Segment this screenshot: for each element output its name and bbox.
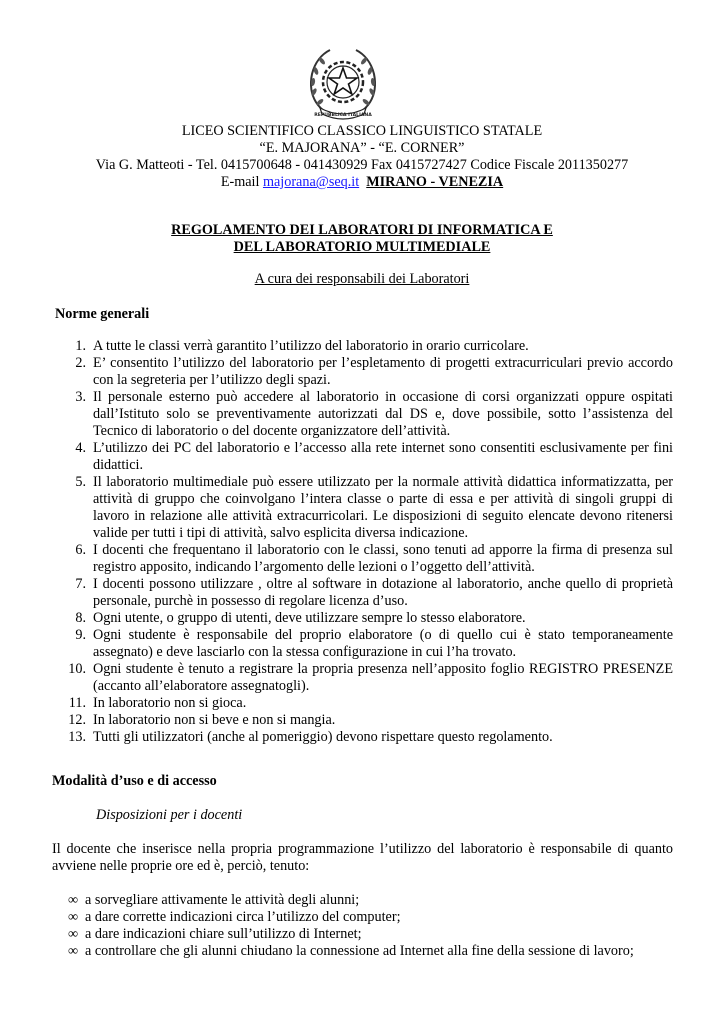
- list-item-text: I docenti possono utilizzare , oltre al software in dotazione al laboratorio, anche quello di proprietà personale, purchè in possesso di regolare licenza d’uso.: [93, 576, 673, 609]
- list-item-text: Ogni studente è responsabile del proprio elaboratore (o di quello cui è stato temporaneamente assegnato) e deve lasciarlo con la stessa configurazione in cui l’ha trovato.: [93, 627, 673, 660]
- school-header: [40, 123, 684, 191]
- list-item: [60, 712, 673, 729]
- list-item-text: In laboratorio non si beve e non si mangia.: [93, 712, 336, 728]
- list-item-number: 11.: [68, 695, 86, 711]
- list-item-text: A tutte le classi verrà garantito l’utilizzo del laboratorio in orario curricolare.: [93, 338, 529, 354]
- list-item-number: 6.: [75, 542, 86, 558]
- list-item-number: 8.: [75, 610, 86, 626]
- list-item: [60, 661, 673, 695]
- list-item-text: Il personale esterno può accedere al laboratorio in occasione di corsi organizzati oppure ospitati dall’Istituto solo se preventivamente autorizzati dal DS e, dove possibile, sotto l’assistenza del Tecnico di laboratorio o del docente organizzatore dell’attività.: [93, 389, 673, 439]
- list-item: [68, 926, 688, 943]
- section-heading-norme: Norme generali: [55, 306, 150, 322]
- city-label: MIRANO - VENEZIA: [366, 174, 504, 190]
- list-item: [68, 892, 688, 909]
- list-item-number: 5.: [75, 474, 86, 490]
- list-item: [68, 909, 688, 926]
- list-item-number: 10.: [68, 661, 86, 677]
- infinity-bullet-icon: ∞: [68, 943, 79, 959]
- list-item-number: 4.: [75, 440, 86, 456]
- list-item: [60, 695, 673, 712]
- list-item-text: a dare corrette indicazioni circa l’utilizzo del computer;: [85, 909, 401, 925]
- list-item: [60, 610, 673, 627]
- list-item-text: E’ consentito l’utilizzo del laboratorio per l’espletamento di progetti extracurriculari previo accordo con la segreteria per l’utilizzo degli spazi.: [93, 355, 673, 388]
- curated-by: A cura dei responsabili dei Laboratori: [254, 271, 470, 287]
- list-item: [60, 355, 673, 389]
- school-address: Via G. Matteoti - Tel. 0415700648 - 041430929 Fax 0415727427 Codice Fiscale 2011350277: [95, 157, 629, 173]
- email-label: E-mail: [220, 174, 260, 190]
- list-item-number: 1.: [75, 338, 86, 354]
- document-title: [40, 222, 684, 256]
- list-item: [60, 440, 673, 474]
- rules-list: [60, 338, 673, 746]
- infinity-bullet-icon: ∞: [68, 926, 79, 942]
- list-item-number: 7.: [75, 576, 86, 592]
- list-item: [60, 338, 673, 355]
- list-item: [60, 542, 673, 576]
- list-item-number: 12.: [68, 712, 86, 728]
- list-item-text: Il laboratorio multimediale può essere utilizzato per la normale attività didattica informatizzatta, per attività di gruppo che coinvolgano l’intera classe o parte di essa e per attività di singoli gruppi di lavoro in relazione alle attività extracurricolari. Le disposizioni di seguito elencate devono ritenersi valide per tutti i tipi di attività, salvo esplicita diversa indicazione.: [93, 474, 673, 541]
- list-item-text: L’utilizzo dei PC del laboratorio e l’accesso alla rete internet sono consentiti esclusivamente per fini didattici.: [93, 440, 673, 473]
- title-line-1: REGOLAMENTO DEI LABORATORI DI INFORMATICA E: [171, 222, 553, 238]
- list-item-text: Tutti gli utilizzatori (anche al pomeriggio) devono rispettare questo regolamento.: [93, 729, 553, 745]
- list-item-text: a controllare che gli alunni chiudano la connessione ad Internet alla fine della sessione di lavoro;: [85, 943, 634, 959]
- list-item: [60, 627, 673, 661]
- subheading-disposizioni: Disposizioni per i docenti: [96, 807, 243, 823]
- section-heading-modalita: Modalità d’uso e di accesso: [52, 773, 217, 789]
- school-name: LICEO SCIENTIFICO CLASSICO LINGUISTICO STATALE: [181, 123, 543, 139]
- list-item: [60, 474, 673, 542]
- duties-list: [68, 892, 688, 960]
- paragraph-docente: Il docente che inserisce nella propria programmazione l’utilizzo del laboratorio è responsabile di quanto avviene nelle proprie ore ed è, perciò, tenuto:: [52, 841, 673, 874]
- list-item-number: 13.: [68, 729, 86, 745]
- list-item-text: a sorvegliare attivamente le attività degli alunni;: [85, 892, 360, 908]
- list-item-text: a dare indicazioni chiare sull’utilizzo di Internet;: [85, 926, 362, 942]
- list-item-text: I docenti che frequentano il laboratorio con le classi, sono tenuti ad apporre la firma di presenza sul registro apposito, indicando l’argomento delle lezioni o l’oggetto dell’attività.: [93, 542, 673, 575]
- list-item-number: 9.: [75, 627, 86, 643]
- email-link[interactable]: majorana@seq.it: [262, 174, 360, 190]
- title-line-2: DEL LABORATORIO MULTIMEDIALE: [233, 239, 491, 255]
- list-item-number: 2.: [75, 355, 86, 371]
- list-item-text: Ogni utente, o gruppo di utenti, deve utilizzare sempre lo stesso elaboratore.: [93, 610, 526, 626]
- list-item: [68, 943, 688, 960]
- list-item-text: Ogni studente è tenuto a registrare la propria presenza nell’apposito foglio REGISTRO PRESENZE (accanto all’elaboratore assegnatogli).: [93, 661, 673, 694]
- list-item: [60, 576, 673, 610]
- list-item-text: In laboratorio non si gioca.: [93, 695, 247, 711]
- emblem-ribbon-text: REPUBBLICA ITALIANA: [314, 113, 372, 118]
- infinity-bullet-icon: ∞: [68, 909, 79, 925]
- infinity-bullet-icon: ∞: [68, 892, 79, 908]
- republic-emblem-icon: [302, 46, 384, 122]
- list-item: [60, 729, 673, 746]
- list-item: [60, 389, 673, 440]
- school-subnames: “E. MAJORANA” - “E. CORNER”: [259, 140, 465, 156]
- list-item-number: 3.: [75, 389, 86, 405]
- contact-line: [40, 174, 684, 191]
